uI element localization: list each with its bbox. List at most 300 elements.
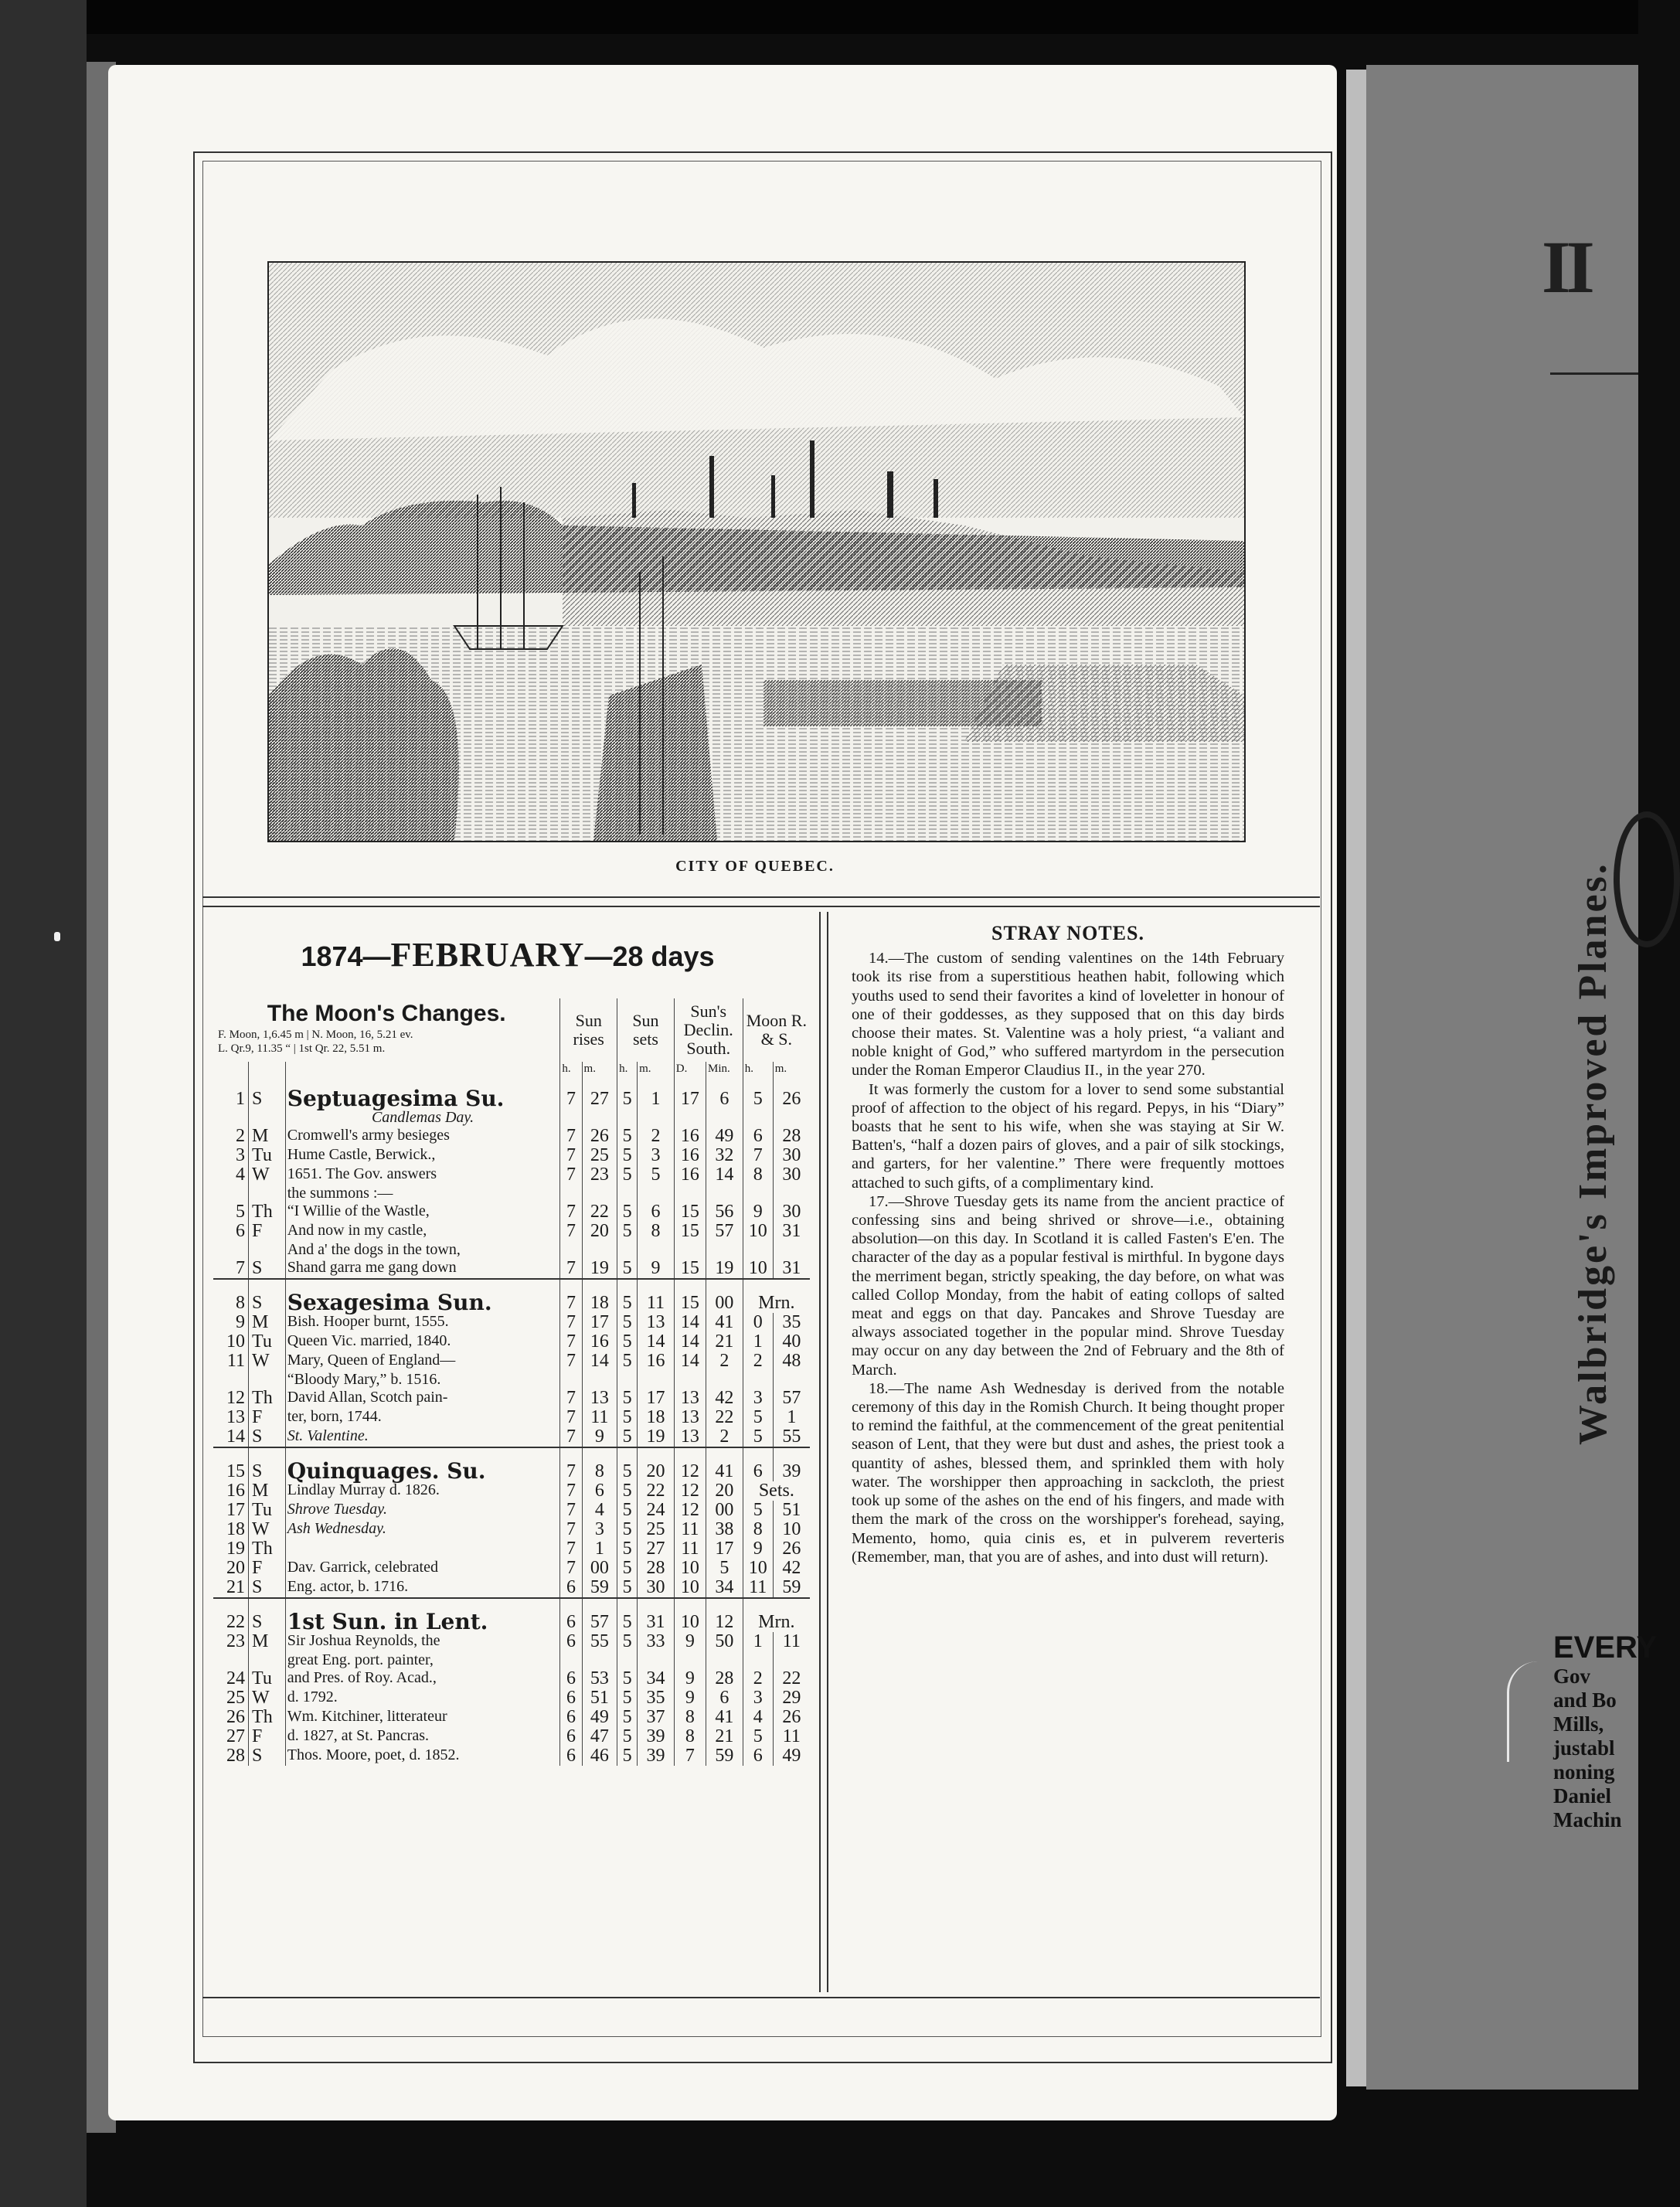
sunset-hour: 5 (617, 1598, 638, 1632)
paper-scratch (1507, 1661, 1556, 1762)
moon-minute: 10 (773, 1520, 810, 1539)
sunrise-minute: 23 (582, 1165, 617, 1185)
sunrise-minute: 11 (582, 1408, 617, 1427)
event-text: ter, born, 1744. (285, 1408, 560, 1427)
moon-hour: 8 (743, 1520, 773, 1539)
advert-line: Gov (1553, 1665, 1591, 1688)
day-number: 18 (226, 1519, 246, 1539)
sunset-minute (638, 1109, 675, 1127)
sunset-minute (638, 1651, 675, 1669)
sunrise-hour: 6 (560, 1708, 582, 1727)
moon-minute (773, 1109, 810, 1127)
calendar-row (213, 1185, 810, 1202)
units-row (213, 1062, 810, 1076)
day-number: 23 (226, 1631, 246, 1651)
sunset-minute: 8 (638, 1222, 675, 1241)
sunset-hour: 5 (617, 1447, 638, 1481)
calendar-row (213, 1427, 810, 1447)
month-year: 1874 (301, 940, 363, 972)
sunrise-minute: 1 (582, 1539, 617, 1559)
day-number: 19 (226, 1539, 246, 1559)
sunset-minute: 35 (638, 1688, 675, 1708)
sunrise-hour: 7 (560, 1165, 582, 1185)
declination-minute: 59 (706, 1746, 743, 1766)
unit: m. (638, 1062, 675, 1076)
moon-minute: 42 (773, 1559, 810, 1578)
event-text: Thos. Moore, poet, d. 1852. (285, 1746, 560, 1766)
sunrise-hour: 7 (560, 1259, 582, 1279)
weekday: S (249, 1746, 286, 1766)
sunrise-minute: 9 (582, 1427, 617, 1447)
sunrise-hour: 7 (560, 1389, 582, 1408)
moon-hour (743, 1241, 773, 1259)
event-text: 1st Sun. in Lent. (285, 1598, 560, 1632)
sunset-hour: 5 (617, 1222, 638, 1241)
unit: h. (560, 1062, 582, 1076)
day-number: 11 (226, 1351, 246, 1371)
weekday: M (249, 1632, 286, 1651)
sunrise-minute: 13 (582, 1389, 617, 1408)
moon-hour: 7 (743, 1146, 773, 1165)
calendar-row (213, 1332, 810, 1352)
sunrise-hour: 6 (560, 1746, 582, 1766)
sunset-minute: 19 (638, 1427, 675, 1447)
moon-hour: 6 (743, 1127, 773, 1146)
moon-hour: 2 (743, 1352, 773, 1371)
sunset-hour: 5 (617, 1427, 638, 1447)
declination-minute: 56 (706, 1202, 743, 1222)
sunset-hour: 5 (617, 1539, 638, 1559)
weekday: S (249, 1279, 286, 1313)
sunset-hour: 5 (617, 1076, 638, 1109)
day-number: 2 (236, 1126, 246, 1146)
moon-hour (743, 1109, 773, 1127)
sunrise-hour: 7 (560, 1352, 582, 1371)
declination-degree (674, 1241, 706, 1259)
unit: m. (773, 1062, 810, 1076)
sunrise-hour: 7 (560, 1146, 582, 1165)
moon-hour: Sets. (743, 1481, 810, 1501)
event-text: Cromwell's army besieges (285, 1127, 560, 1146)
calendar-row (213, 1109, 810, 1127)
calendar-row (213, 1389, 810, 1408)
sunrise-minute: 22 (582, 1202, 617, 1222)
event-text: Quinquages. Su. (285, 1447, 560, 1481)
calendar-row (213, 1313, 810, 1332)
calendar-row (213, 1279, 810, 1313)
calendar-row (213, 1259, 810, 1279)
sunset-hour: 5 (617, 1146, 638, 1165)
declination-degree (674, 1651, 706, 1669)
notes-title: STRAY NOTES. (991, 922, 1144, 944)
day-number: 27 (226, 1726, 246, 1746)
sunset-minute: 33 (638, 1632, 675, 1651)
moon-minute: 30 (773, 1202, 810, 1222)
day-number: 3 (236, 1145, 246, 1165)
calendar-row (213, 1371, 810, 1389)
day-number: 1 (236, 1089, 246, 1109)
event-text: and Pres. of Roy. Acad., (285, 1669, 560, 1688)
sunset-minute: 9 (638, 1259, 675, 1279)
calendar-row (213, 1202, 810, 1222)
moon-hour: 5 (743, 1076, 773, 1109)
calendar-row (213, 1241, 810, 1259)
note-paragraph: It was formerly the custom for a lover to send some substantial proof of affection to the object of his regard. Pepys, in his “Diary” boasts that he sent to his wife, when she was staying at Sir W. Batten's, “half a dozen pairs of gloves, and a pair of silk stockings, and garters, for her valentine.” There were frequently mottoes attached to such gifts, of a complimentary kind. (852, 1080, 1284, 1192)
weekday: Th (249, 1708, 286, 1727)
advert-line: noning (1553, 1760, 1615, 1784)
sunset-hour (617, 1651, 638, 1669)
day-number: 22 (213, 1598, 249, 1632)
sunset-minute: 13 (638, 1313, 675, 1332)
sunrise-minute: 51 (582, 1688, 617, 1708)
moon-hour (743, 1651, 773, 1669)
day-number (213, 1185, 249, 1202)
note-paragraph: 14.—The custom of sending valentines on the 14th February took its rise from a superstitious heathen habit, following which youths used to send their favorites a kind of loveletter in honour of one of their goddesses, as they supposed that on this day birds choose their mates. St. Valentine was a holy priest, “a valiant and noble knight of God,” who suffered martyrdom in the persecution under the Roman Emperor Claudius II., in the year 270. (852, 950, 1284, 1080)
moon-minute: 51 (773, 1501, 810, 1520)
event-text: Eng. actor, b. 1716. (285, 1578, 560, 1598)
sunset-hour (617, 1241, 638, 1259)
weekday: Th (249, 1202, 286, 1222)
advert-line: EVERY (1553, 1631, 1658, 1665)
declination-degree: 9 (674, 1669, 706, 1688)
calendar-row (213, 1352, 810, 1371)
sunrise-hour: 7 (560, 1127, 582, 1146)
weekday: S (249, 1076, 286, 1109)
sunset-minute: 30 (638, 1578, 675, 1598)
declination-minute: 20 (706, 1481, 743, 1501)
sunset-hour: 5 (617, 1332, 638, 1352)
declination-minute (706, 1651, 743, 1669)
sunrise-hour (560, 1185, 582, 1202)
sunrise-hour: 7 (560, 1539, 582, 1559)
weekday: W (249, 1352, 286, 1371)
sunrise-hour: 7 (560, 1427, 582, 1447)
sunrise-minute: 25 (582, 1146, 617, 1165)
calendar-row (213, 1598, 810, 1632)
sunset-hour: 5 (617, 1127, 638, 1146)
col-moon-rises-sets: Moon R. & S. (743, 998, 810, 1062)
sunset-hour: 5 (617, 1746, 638, 1766)
declination-degree (674, 1185, 706, 1202)
day-number: 7 (236, 1258, 246, 1278)
sunrise-hour: 6 (560, 1669, 582, 1688)
sunset-minute (638, 1185, 675, 1202)
sunset-minute: 16 (638, 1352, 675, 1371)
day-number: 13 (226, 1407, 246, 1427)
note-paragraph: 17.—Shrove Tuesday gets its name from the ancient practice of confessing sins and being shrived or shrove—i.e., obtaining absolution—on this day. In Scotland it is called Fasten's E'en. The character of the day as a popular festival is mirthful. In bygone days the merriment began, strictly speaking, the day before, on what was called Collop Monday, from the habit of eating collops of salted meat and eggs on that day. Pancakes and Shrove Tuesday are always associated together in the popular mind. Shrove Tuesday may occur on any day between the 2nd of February and the 8th of March. (852, 1192, 1284, 1379)
moon-hour (743, 1371, 773, 1389)
moon-minute (773, 1651, 810, 1669)
weekday (249, 1651, 286, 1669)
month-title: 1874—FEBRUARY—28 days (301, 936, 715, 974)
sunrise-minute: 6 (582, 1481, 617, 1501)
sunset-minute: 24 (638, 1501, 675, 1520)
event-text: David Allan, Scotch pain- (285, 1389, 560, 1408)
moon-hour: 1 (743, 1332, 773, 1352)
weekday: F (249, 1727, 286, 1746)
day-number: 17 (226, 1500, 246, 1520)
sunrise-minute: 14 (582, 1352, 617, 1371)
moon-hour: Mrn. (743, 1279, 810, 1313)
sunset-minute: 34 (638, 1669, 675, 1688)
moon-hour: 2 (743, 1669, 773, 1688)
declination-degree: 8 (674, 1727, 706, 1746)
weekday (249, 1109, 286, 1127)
calendar-row (213, 1688, 810, 1708)
calendar-row (213, 1127, 810, 1146)
calendar-row (213, 1539, 810, 1559)
calendar-row (213, 1578, 810, 1598)
event-text: Queen Vic. married, 1840. (285, 1332, 560, 1352)
day-number: 28 (226, 1746, 246, 1766)
moon-minute: 31 (773, 1259, 810, 1279)
sunrise-hour: 6 (560, 1688, 582, 1708)
event-text: Dav. Garrick, celebrated (285, 1559, 560, 1578)
moon-minute: 26 (773, 1708, 810, 1727)
declination-minute: 22 (706, 1408, 743, 1427)
day-number (213, 1241, 249, 1259)
moon-hour: 10 (743, 1259, 773, 1279)
facing-page-rule (1550, 372, 1638, 375)
moon-minute: 1 (773, 1408, 810, 1427)
dust-speck (54, 932, 60, 941)
moon-minute (773, 1185, 810, 1202)
weekday: M (249, 1127, 286, 1146)
declination-degree: 16 (674, 1165, 706, 1185)
sunrise-minute: 57 (582, 1598, 617, 1632)
sunrise-minute: 3 (582, 1520, 617, 1539)
sunrise-hour: 7 (560, 1559, 582, 1578)
day-number: 12 (226, 1388, 246, 1408)
sunrise-minute: 53 (582, 1669, 617, 1688)
sunrise-minute: 16 (582, 1332, 617, 1352)
event-text: Lindlay Murray d. 1826. (285, 1481, 560, 1501)
advert-line: and Bo (1553, 1688, 1617, 1712)
sunset-hour: 5 (617, 1481, 638, 1501)
moon-hour: 10 (743, 1559, 773, 1578)
day-number: 15 (213, 1447, 249, 1481)
moon-minute: 11 (773, 1727, 810, 1746)
sunset-hour: 5 (617, 1520, 638, 1539)
sunrise-hour: 7 (560, 1279, 582, 1313)
sunset-hour: 5 (617, 1352, 638, 1371)
moon-minute: 55 (773, 1427, 810, 1447)
calendar-table (213, 998, 810, 1766)
declination-degree: 16 (674, 1146, 706, 1165)
sunrise-hour (560, 1651, 582, 1669)
sunset-hour (617, 1109, 638, 1127)
moon-minute: 57 (773, 1389, 810, 1408)
declination-degree: 12 (674, 1447, 706, 1481)
sunrise-minute: 18 (582, 1279, 617, 1313)
sunset-minute: 5 (638, 1165, 675, 1185)
weekday (249, 1371, 286, 1389)
day-number: 8 (213, 1279, 249, 1313)
weekday: S (249, 1598, 286, 1632)
sunset-hour: 5 (617, 1632, 638, 1651)
declination-degree: 15 (674, 1222, 706, 1241)
moon-minute: 40 (773, 1332, 810, 1352)
sunrise-hour: 7 (560, 1520, 582, 1539)
sunrise-minute: 47 (582, 1727, 617, 1746)
sunrise-minute: 00 (582, 1559, 617, 1578)
weekday: F (249, 1559, 286, 1578)
declination-degree: 11 (674, 1539, 706, 1559)
weekday: Tu (249, 1669, 286, 1688)
moon-hour: 5 (743, 1427, 773, 1447)
moon-minute: 39 (773, 1447, 810, 1481)
declination-degree: 12 (674, 1501, 706, 1520)
sunset-hour: 5 (617, 1559, 638, 1578)
moon-hour: 11 (743, 1578, 773, 1598)
declination-degree: 14 (674, 1332, 706, 1352)
sunset-minute: 28 (638, 1559, 675, 1578)
declination-degree: 17 (674, 1076, 706, 1109)
weekday: W (249, 1165, 286, 1185)
calendar-row (213, 1501, 810, 1520)
moon-hour: 5 (743, 1501, 773, 1520)
sunset-hour: 5 (617, 1708, 638, 1727)
event-text: Candlemas Day. (285, 1109, 560, 1127)
event-text: And now in my castle, (285, 1222, 560, 1241)
scan-left-margin (0, 0, 87, 2207)
sunset-minute (638, 1371, 675, 1389)
declination-degree: 10 (674, 1598, 706, 1632)
advert-line: Mills, (1553, 1712, 1604, 1736)
moon-hour: 3 (743, 1389, 773, 1408)
sunrise-minute (582, 1185, 617, 1202)
day-number: 21 (226, 1577, 246, 1597)
sunrise-hour: 7 (560, 1202, 582, 1222)
sunrise-hour (560, 1109, 582, 1127)
event-text: Mary, Queen of England— (285, 1352, 560, 1371)
moon-minute: 48 (773, 1352, 810, 1371)
weekday: S (249, 1427, 286, 1447)
weekday: Tu (249, 1501, 286, 1520)
sunrise-hour: 7 (560, 1332, 582, 1352)
declination-degree: 13 (674, 1408, 706, 1427)
event-text: d. 1792. (285, 1688, 560, 1708)
declination-minute: 57 (706, 1222, 743, 1241)
sunrise-minute: 49 (582, 1708, 617, 1727)
sunrise-minute: 20 (582, 1222, 617, 1241)
section-rule (202, 896, 1320, 898)
event-text: Ash Wednesday. (285, 1520, 560, 1539)
event-text (285, 1539, 560, 1559)
sunrise-hour: 7 (560, 1076, 582, 1109)
sunset-hour (617, 1185, 638, 1202)
sunrise-minute (582, 1241, 617, 1259)
day-number: 5 (236, 1202, 246, 1222)
moon-minute (773, 1241, 810, 1259)
declination-degree: 8 (674, 1708, 706, 1727)
moon-minute: 30 (773, 1165, 810, 1185)
event-text: d. 1827, at St. Pancras. (285, 1727, 560, 1746)
sunset-minute: 1 (638, 1076, 675, 1109)
declination-minute: 32 (706, 1146, 743, 1165)
sunrise-hour: 6 (560, 1727, 582, 1746)
weekday: W (249, 1688, 286, 1708)
declination-minute: 5 (706, 1559, 743, 1578)
declination-degree: 13 (674, 1427, 706, 1447)
note-paragraph: 18.—The name Ash Wednesday is derived from the notable ceremony of this day in the Romish Church. It being thought proper to remind the faithful, at the commencement of the great penitential season of Lent, that they were but dust and ashes, the priest took a quantity of ashes, blessed them, and sprinkled them with holy water. The worshipper then approaching in sackcloth, the priest took up some of the ashes on the end of his fingers, and made with them the mark of the cross on the worshipper's forehead, saying, Memento, homo, quia cinis es, et in pulverem reverteris (Remember, man, that you are of ashes, and into dust will return). (852, 1379, 1284, 1566)
moon-hour: 5 (743, 1727, 773, 1746)
month-name: FEBRUARY (390, 936, 585, 974)
unit: h. (743, 1062, 773, 1076)
day-number: 26 (226, 1707, 246, 1727)
declination-degree: 15 (674, 1202, 706, 1222)
sunset-minute: 22 (638, 1481, 675, 1501)
moon-hour: 6 (743, 1447, 773, 1481)
sunset-minute: 27 (638, 1539, 675, 1559)
sunset-minute: 39 (638, 1746, 675, 1766)
sunset-minute: 25 (638, 1520, 675, 1539)
moon-hour: 1 (743, 1632, 773, 1651)
sunrise-minute: 17 (582, 1313, 617, 1332)
sunrise-hour: 7 (560, 1501, 582, 1520)
sunset-hour: 5 (617, 1408, 638, 1427)
event-text: Hume Castle, Berwick., (285, 1146, 560, 1165)
moon-minute: 49 (773, 1746, 810, 1766)
calendar-row (213, 1632, 810, 1651)
calendar-header (213, 998, 810, 1062)
moon-minute: 59 (773, 1578, 810, 1598)
ornament-circle (1614, 811, 1680, 947)
sunset-minute: 3 (638, 1146, 675, 1165)
day-number: 4 (236, 1165, 246, 1185)
declination-minute: 49 (706, 1127, 743, 1146)
sunrise-minute: 59 (582, 1578, 617, 1598)
event-text: Wm. Kitchiner, litterateur (285, 1708, 560, 1727)
advert-line: Machin (1553, 1808, 1622, 1831)
calendar-row (213, 1727, 810, 1746)
calendar-row (213, 1165, 810, 1185)
declination-minute: 00 (706, 1279, 743, 1313)
calendar-row (213, 1746, 810, 1766)
sunset-minute (638, 1241, 675, 1259)
event-text: St. Valentine. (285, 1427, 560, 1447)
weekday: S (249, 1259, 286, 1279)
weekday (249, 1185, 286, 1202)
declination-minute: 42 (706, 1389, 743, 1408)
declination-degree: 9 (674, 1632, 706, 1651)
stray-notes (852, 924, 1284, 1566)
declination-minute (706, 1109, 743, 1127)
declination-degree (674, 1109, 706, 1127)
weekday: S (249, 1578, 286, 1598)
weekday: W (249, 1520, 286, 1539)
sunset-minute: 31 (638, 1598, 675, 1632)
weekday: Tu (249, 1332, 286, 1352)
event-text: Bish. Hooper burnt, 1555. (285, 1313, 560, 1332)
sunrise-minute: 4 (582, 1501, 617, 1520)
day-number: 6 (236, 1221, 246, 1241)
moon-hour: 3 (743, 1688, 773, 1708)
col-sun-sets: Sun sets (617, 998, 675, 1062)
moon-hour: 5 (743, 1408, 773, 1427)
moon-minute: 11 (773, 1632, 810, 1651)
calendar-row (213, 1520, 810, 1539)
event-text: the summons :— (285, 1185, 560, 1202)
declination-degree: 12 (674, 1481, 706, 1501)
declination-minute: 38 (706, 1520, 743, 1539)
calendar-row (213, 1408, 810, 1427)
declination-minute: 2 (706, 1427, 743, 1447)
declination-degree: 10 (674, 1578, 706, 1598)
declination-degree: 15 (674, 1259, 706, 1279)
moon-minute: 26 (773, 1539, 810, 1559)
sunrise-minute: 19 (582, 1259, 617, 1279)
